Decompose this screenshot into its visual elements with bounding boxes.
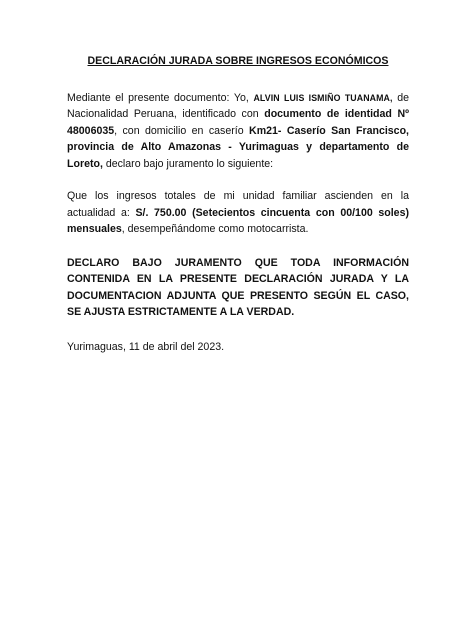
document-body	[67, 53, 409, 355]
identity-text-2: de Nacionalidad Peruana, identificado con	[67, 91, 409, 120]
address: Km21- Caserío San Francisco, provincia de Alto Amazonas - Yurimaguas y departamento de Loreto,	[67, 124, 409, 170]
document-title: DECLARACIÓN JURADA SOBRE INGRESOS ECONÓMICOS	[87, 55, 389, 67]
income-text-1: Que los ingresos totales de mi unidad familiar ascienden en la actualidad a:	[67, 190, 409, 219]
oath-paragraph: DECLARO BAJO JURAMENTO QUE TODA INFORMACIÓN CONTENIDA EN LA PRESENTE DECLARACIÓN JURADA Y LA DOCUMENTACION ADJUNTA QUE PRESENTO SEGÚN EL CASO, SE AJUSTA ESTRICTAMENTE A LA VERDAD.	[67, 256, 409, 318]
declarant-name: ALVIN LUIS ISMIÑO TUANAMA,	[253, 92, 393, 103]
identity-document: documento de identidad Nº 48006035	[67, 108, 409, 137]
identity-text-4: declaro bajo juramento lo siguiente:	[102, 157, 274, 170]
identity-text-1: Mediante el presente documento: Yo,	[67, 91, 254, 104]
place-date: Yurimaguas, 11 de abril del 2023.	[67, 340, 225, 353]
income-paragraph	[67, 188, 409, 238]
income-amount: S/. 750.00 (Setecientos cincuenta con 00/100 soles) mensuales	[67, 206, 409, 235]
income-text-2: , desempeñándome como motocarrista.	[121, 223, 309, 235]
identity-paragraph	[67, 90, 409, 173]
identity-text-3: , con domicilio en caserío	[114, 124, 250, 137]
